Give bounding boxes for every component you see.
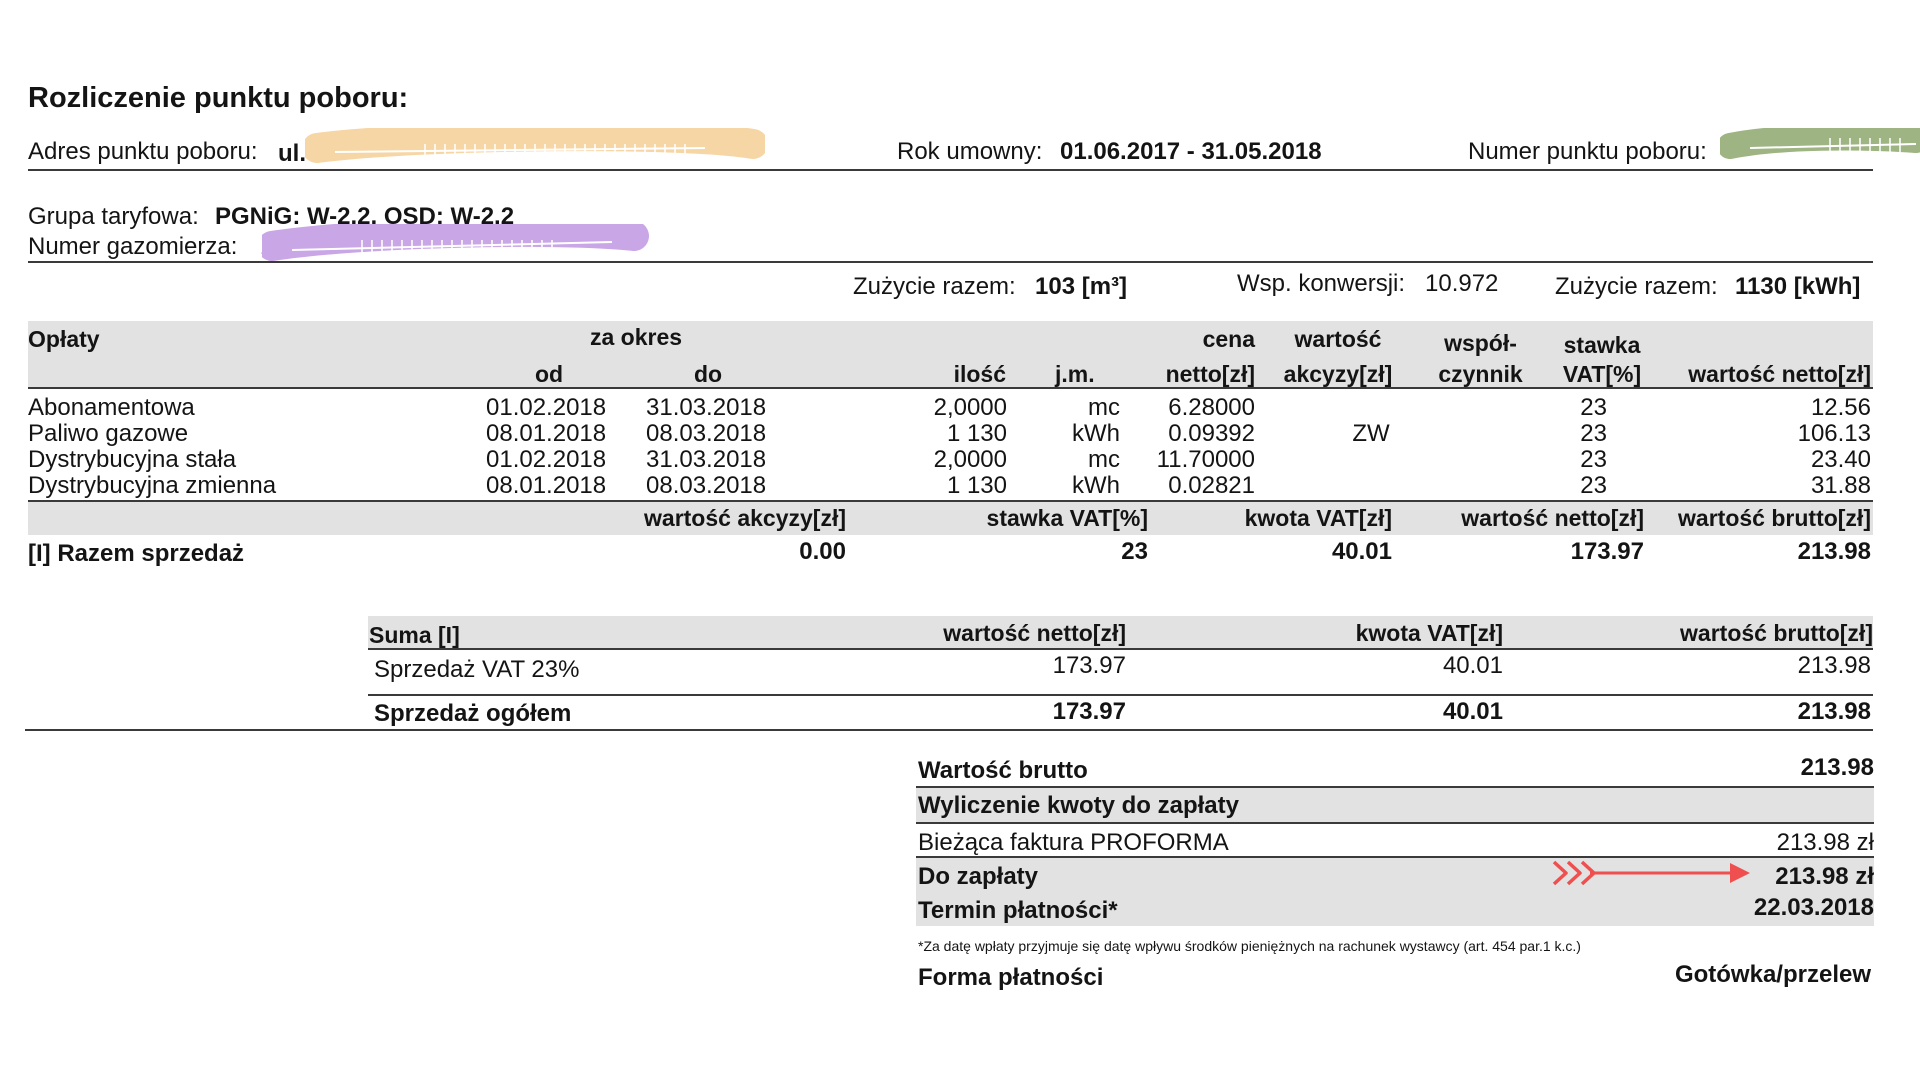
method-label: Forma płatności: [918, 964, 1104, 991]
sales-total-vat-rate: 23: [1121, 538, 1148, 565]
contract-year-value: 01.06.2017 - 31.05.2018: [1060, 138, 1322, 165]
sales-total-vat-amount: 40.01: [1331, 538, 1392, 565]
address-label: Adres punktu poboru:: [28, 138, 258, 165]
col-charges: Opłaty: [28, 326, 100, 352]
gross-value: 213.98: [1800, 754, 1874, 781]
row-net: 12.56: [1810, 394, 1871, 421]
sum-total-label: Sprzedaż ogółem: [374, 700, 572, 727]
row-net: 31.88: [1810, 472, 1871, 499]
sales-col-excise: wartość akcyzy[zł]: [644, 505, 846, 531]
row-unit: kWh: [1072, 472, 1120, 499]
row-vat: 23: [1580, 394, 1607, 421]
col-to: do: [694, 361, 723, 387]
sum-total-net: 173.97: [1052, 698, 1126, 725]
point-number-label: Numer punktu poboru:: [1468, 138, 1707, 165]
method-value: Gotówka/przelew: [1674, 961, 1871, 988]
col-excise-2: akcyzy[zł]: [1283, 361, 1393, 387]
row-from: 08.01.2018: [486, 420, 607, 447]
sales-col-gross: wartość brutto[zł]: [1678, 505, 1871, 531]
row-quantity: 2,0000: [933, 394, 1007, 421]
gross-label: Wartość brutto: [918, 757, 1088, 784]
header-divider: [28, 169, 1873, 171]
col-period: za okres: [590, 324, 683, 350]
sum-col-vat: kwota VAT[zł]: [1355, 620, 1503, 646]
contract-year-label: Rok umowny:: [897, 138, 1043, 165]
sales-total-excise: 0.00: [799, 538, 846, 565]
col-unit: j.m.: [1055, 361, 1095, 387]
row-unit: kWh: [1072, 420, 1120, 447]
conversion-label: Wsp. konwersji:: [1237, 270, 1406, 297]
sales-col-net: wartość netto[zł]: [1461, 505, 1644, 531]
meter-divider: [28, 261, 1873, 263]
calc-label: Wyliczenie kwoty do zapłaty: [918, 792, 1239, 819]
consumption-kwh-label: Zużycie razem:: [1555, 273, 1718, 300]
sum-row-label: Sprzedaż VAT 23%: [374, 656, 580, 683]
row-price: 0.02821: [1168, 472, 1255, 499]
conversion-value: 10.972: [1425, 270, 1499, 297]
col-from: od: [535, 361, 564, 387]
col-vat-2: VAT[%]: [1562, 361, 1642, 387]
sum-col-net: wartość netto[zł]: [943, 620, 1126, 646]
invoice-label: Bieżąca faktura PROFORMA: [918, 829, 1229, 856]
sum-header-rule: [368, 648, 1873, 650]
row-unit: mc: [1088, 446, 1120, 473]
sum-row-vat: 40.01: [1442, 652, 1503, 679]
due-label: Do zapłaty: [918, 863, 1039, 890]
meter-label: Numer gazomierza:: [28, 233, 238, 260]
col-factor-1: współ-: [1444, 330, 1517, 356]
col-price-2: netto[zł]: [1165, 361, 1255, 387]
col-price-1: cena: [1202, 326, 1255, 352]
sum-total-vat: 40.01: [1442, 698, 1503, 725]
row-from: 08.01.2018: [486, 472, 607, 499]
row-name: Dystrybucyjna stała: [28, 446, 237, 473]
consumption-kwh-value: 1130 [kWh]: [1735, 273, 1861, 300]
deadline-value: 22.03.2018: [1753, 894, 1874, 921]
col-quantity: ilość: [953, 361, 1006, 387]
col-factor-2: czynnik: [1438, 361, 1523, 387]
row-quantity: 1 130: [946, 420, 1007, 447]
deadline-label: Termin płatności*: [918, 897, 1118, 924]
row-from: 01.02.2018: [486, 394, 607, 421]
sum-row-rule: [368, 694, 1873, 696]
address-value: ul.: [278, 140, 306, 167]
sum-total-gross: 213.98: [1797, 698, 1871, 725]
tariff-label: Grupa taryfowa:: [28, 203, 199, 230]
page-title: Rozliczenie punktu poboru:: [28, 82, 409, 114]
row-net: 106.13: [1797, 420, 1871, 447]
row-quantity: 1 130: [946, 472, 1007, 499]
row-vat: 23: [1580, 446, 1607, 473]
sum-row-net: 173.97: [1052, 652, 1126, 679]
row-vat: 23: [1580, 472, 1607, 499]
row-vat: 23: [1580, 420, 1607, 447]
row-unit: mc: [1088, 394, 1120, 421]
sum-row-gross: 213.98: [1797, 652, 1871, 679]
sum-bottom-rule: [25, 729, 1873, 731]
row-name: Dystrybucyjna zmienna: [28, 472, 277, 499]
col-net: wartość netto[zł]: [1688, 361, 1871, 387]
row-price: 6.28000: [1168, 394, 1255, 421]
row-to: 08.03.2018: [646, 420, 767, 447]
col-excise-1: wartość: [1294, 326, 1382, 352]
row-name: Abonamentowa: [28, 394, 195, 421]
footnote: *Za datę wpłaty przyjmuje się datę wpływu środków pieniężnych na rachunek wystawcy (art. 454 par.1 k.c.): [918, 938, 1581, 954]
sales-total-gross: 213.98: [1797, 538, 1871, 565]
meter-redaction: [262, 224, 662, 264]
row-to: 31.03.2018: [646, 446, 767, 473]
meter-value: 1: [260, 233, 274, 260]
row-price: 0.09392: [1168, 420, 1255, 447]
calc-rule: [916, 822, 1874, 824]
row-net: 23.40: [1810, 446, 1871, 473]
sum-title: Suma [I]: [369, 622, 460, 648]
sum-col-gross: wartość brutto[zł]: [1680, 620, 1873, 646]
charges-header-rule: [28, 387, 1873, 389]
row-from: 01.02.2018: [486, 446, 607, 473]
row-excise: ZW: [1352, 420, 1390, 447]
sales-col-vat-amount: kwota VAT[zł]: [1244, 505, 1392, 531]
address-redaction: [305, 128, 765, 168]
invoice-value: 213.98 zł: [1776, 829, 1874, 856]
sales-col-vat-rate: stawka VAT[%]: [986, 505, 1148, 531]
consumption-m3-label: Zużycie razem:: [853, 273, 1016, 300]
row-quantity: 2,0000: [933, 446, 1007, 473]
row-to: 31.03.2018: [646, 394, 767, 421]
row-to: 08.03.2018: [646, 472, 767, 499]
consumption-m3-value: 103 [m³]: [1035, 273, 1128, 300]
tariff-value: PGNiG: W-2.2, OSD: W-2.2: [215, 203, 515, 230]
row-price: 11.70000: [1156, 446, 1255, 473]
col-vat-1: stawka: [1563, 332, 1641, 358]
sales-total-label: [I] Razem sprzedaż: [28, 540, 245, 567]
due-value: 213.98 zł: [1775, 863, 1874, 890]
sales-total-net: 173.97: [1570, 538, 1644, 565]
point-number-redaction: [1720, 128, 1920, 162]
row-name: Paliwo gazowe: [28, 420, 189, 447]
